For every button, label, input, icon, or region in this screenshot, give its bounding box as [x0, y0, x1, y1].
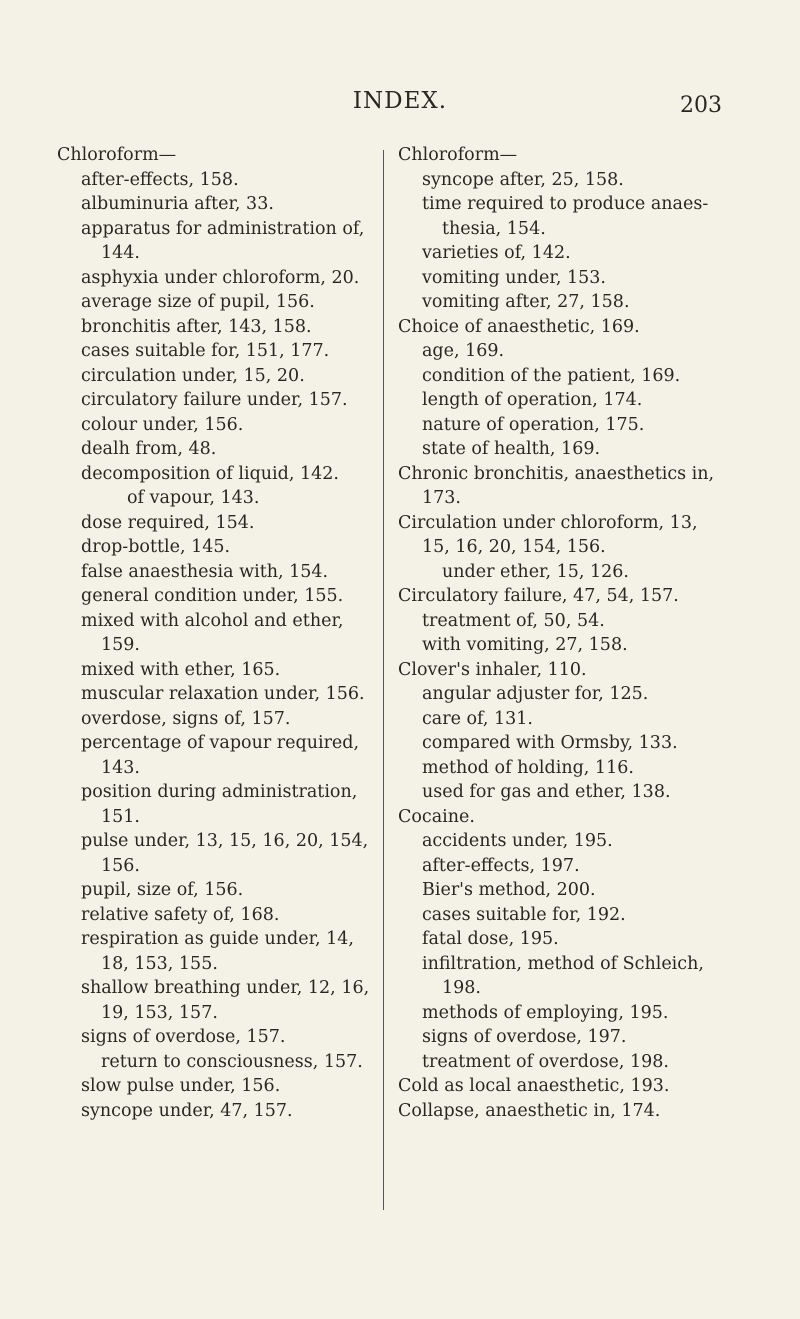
index-entry: 19, 153, 157. — [101, 1002, 218, 1023]
index-heading: Chloroform— — [57, 145, 177, 165]
index-entry: thesia, 154. — [442, 218, 546, 239]
index-entry: return to consciousness, 157. — [101, 1051, 363, 1072]
index-entry: cases suitable for, 192. — [422, 904, 626, 925]
index-entry: drop-bottle, 145. — [81, 537, 231, 557]
index-entry: time required to produce anaes- — [422, 194, 709, 214]
index-entry: relative safety of, 168. — [81, 904, 280, 925]
index-entry: cases suitable for, 151, 177. — [81, 341, 330, 361]
index-entry: fatal dose, 195. — [422, 929, 559, 949]
index-entry: signs of overdose, 197. — [422, 1027, 627, 1047]
index-entry: state of health, 169. — [422, 439, 601, 459]
index-heading: Circulatory failure, 47, 54, 157. — [398, 586, 679, 606]
index-column-right — [398, 143, 770, 1123]
index-entry: after-effects, 158. — [81, 169, 239, 190]
index-entry: muscular relaxation under, 156. — [81, 684, 365, 704]
index-entry: circulation under, 15, 20. — [81, 365, 305, 386]
index-entry: 156. — [101, 855, 140, 876]
index-entry: bronchitis after, 143, 158. — [81, 316, 312, 337]
index-entry: under ether, 15, 126. — [442, 561, 629, 582]
index-entry: care of, 131. — [422, 708, 533, 729]
index-entry: signs of overdose, 157. — [81, 1027, 286, 1047]
index-entry: colour under, 156. — [81, 414, 244, 435]
index-entry: condition of the patient, 169. — [422, 365, 681, 386]
index-entry: Bier's method, 200. — [422, 880, 596, 900]
index-entry: 198. — [442, 978, 481, 998]
index-heading: Collapse, anaesthetic in, 174. — [398, 1100, 661, 1121]
index-entry: decomposition of liquid, 142. — [81, 463, 339, 484]
index-entry: varieties of, 142. — [422, 243, 571, 263]
index-entry: after-effects, 197. — [422, 855, 580, 876]
index-entry: shallow breathing under, 12, 16, — [81, 978, 370, 998]
index-entry: asphyxia under chloroform, 20. — [81, 267, 360, 288]
index-entry: position during administration, — [81, 782, 358, 802]
index-entry: age, 169. — [422, 341, 505, 361]
index-entry: percentage of vapour required, — [81, 733, 360, 753]
index-entry: albuminuria after, 33. — [81, 194, 274, 214]
index-entry: vomiting under, 153. — [422, 267, 606, 288]
index-entry: with vomiting, 27, 158. — [422, 635, 628, 655]
index-entry: treatment of, 50, 54. — [422, 610, 605, 631]
index-entry: nature of operation, 175. — [422, 414, 645, 435]
index-entry: accidents under, 195. — [422, 831, 613, 851]
index-heading: Chronic bronchitis, anaesthetics in, — [398, 463, 715, 484]
index-entry: syncope after, 25, 158. — [422, 169, 624, 190]
index-entry: pulse under, 13, 15, 16, 20, 154, — [81, 831, 369, 851]
index-entry: dose required, 154. — [81, 512, 255, 533]
index-entry: circulatory failure under, 157. — [81, 390, 348, 410]
index-heading: Clover's inhaler, 110. — [398, 659, 587, 680]
index-entry: 159. — [101, 635, 140, 655]
index-entry: length of operation, 174. — [422, 390, 643, 410]
page-title: INDEX. — [352, 88, 448, 114]
index-entry: apparatus for administration of, — [81, 218, 365, 239]
index-entry: methods of employing, 195. — [422, 1002, 669, 1023]
index-entry: general condition under, 155. — [81, 586, 344, 606]
index-heading: Cocaine. — [398, 806, 475, 827]
index-entry: mixed with alcohol and ether, — [81, 610, 344, 631]
index-entry: slow pulse under, 156. — [81, 1076, 281, 1096]
index-entry: of vapour, 143. — [127, 488, 260, 508]
column-divider — [383, 150, 384, 1210]
index-entry: compared with Ormsby, 133. — [422, 733, 678, 753]
index-entry: 173. — [422, 488, 461, 508]
index-entry: false anaesthesia with, 154. — [81, 561, 329, 582]
index-entry: 18, 153, 155. — [101, 953, 218, 974]
index-entry: treatment of overdose, 198. — [422, 1051, 669, 1072]
index-entry: used for gas and ether, 138. — [422, 782, 671, 802]
index-entry: pupil, size of, 156. — [81, 880, 244, 900]
index-entry: mixed with ether, 165. — [81, 659, 281, 680]
index-entry: average size of pupil, 156. — [81, 292, 315, 312]
index-entry: 143. — [101, 757, 140, 778]
index-entry: infiltration, method of Schleich, — [422, 953, 704, 974]
index-column-left — [57, 143, 375, 1123]
index-entry: overdose, signs of, 157. — [81, 708, 291, 729]
index-heading: Choice of anaesthetic, 169. — [398, 316, 640, 337]
index-entry: 144. — [101, 243, 140, 263]
index-entry: syncope under, 47, 157. — [81, 1100, 293, 1121]
index-entry: vomiting after, 27, 158. — [422, 292, 630, 312]
index-entry: dealh from, 48. — [81, 439, 217, 459]
index-entry: respiration as guide under, 14, — [81, 929, 354, 949]
index-entry: angular adjuster for, 125. — [422, 684, 649, 704]
index-heading: Chloroform— — [398, 145, 518, 165]
index-entry: 15, 16, 20, 154, 156. — [422, 537, 606, 557]
index-heading: Circulation under chloroform, 13, — [398, 512, 698, 533]
index-heading: Cold as local anaesthetic, 193. — [398, 1076, 670, 1096]
index-entry: method of holding, 116. — [422, 757, 634, 778]
index-entry: 151. — [101, 806, 140, 827]
page-number: 203 — [680, 93, 722, 118]
